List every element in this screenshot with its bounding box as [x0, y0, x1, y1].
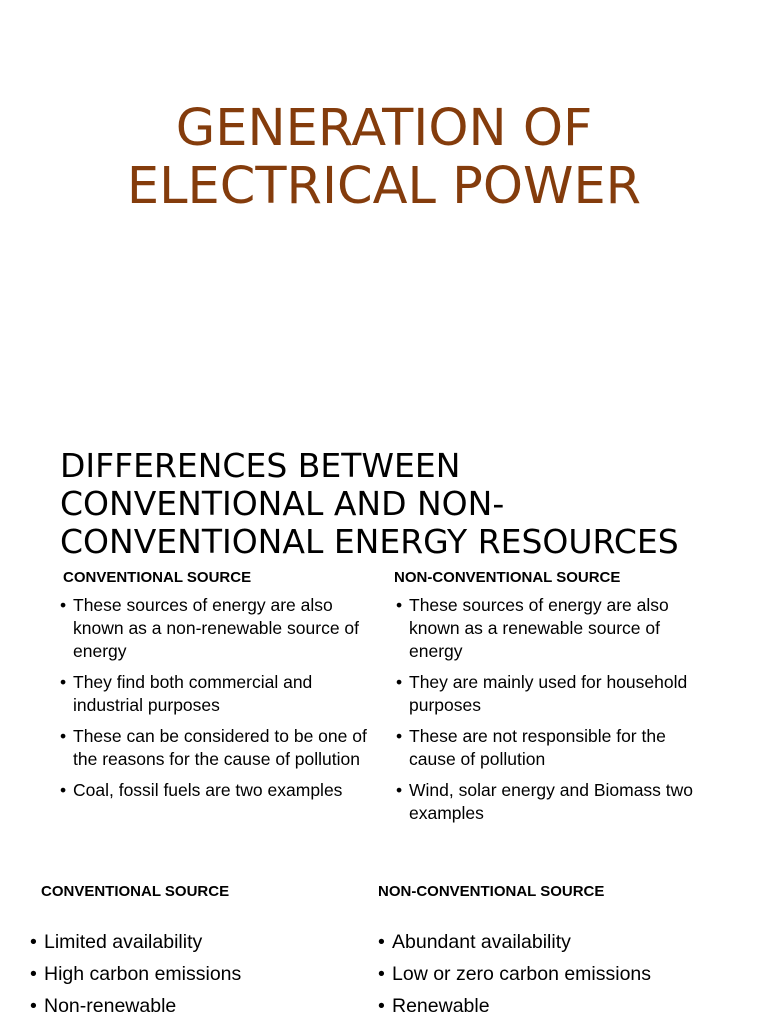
- list-item: • High carbon emissions: [30, 962, 350, 986]
- slide-title-line-1: GENERATION OF: [175, 99, 593, 158]
- comparison-conventional-list: [30, 930, 350, 1026]
- differences-heading-line-1: DIFFERENCES BETWEEN: [60, 446, 461, 485]
- slide-title: [0, 100, 768, 216]
- list-item: • Abundant availability: [378, 930, 718, 954]
- list-item: • These sources of energy are also known as a renewable source of energy: [396, 594, 708, 663]
- slide-title-line-2: ELECTRICAL POWER: [126, 157, 642, 216]
- differences-heading-line-3: CONVENTIONAL ENERGY RESOURCES: [60, 522, 679, 561]
- list-item: • Low or zero carbon emissions: [378, 962, 718, 986]
- comparison-non-conventional-heading: NON-CONVENTIONAL SOURCE: [378, 883, 605, 900]
- differences-heading: [60, 447, 750, 561]
- differences-heading-line-2: CONVENTIONAL AND NON-: [60, 484, 505, 523]
- conventional-source-heading: CONVENTIONAL SOURCE: [63, 569, 252, 586]
- list-item: • Wind, solar energy and Biomass two examples: [396, 779, 708, 825]
- list-item: • These are not responsible for the cause of pollution: [396, 725, 708, 771]
- list-item: • They are mainly used for household purposes: [396, 671, 708, 717]
- list-item: • These sources of energy are also known as a non-renewable source of energy: [60, 594, 372, 663]
- conventional-source-list: [60, 594, 372, 810]
- list-item: • These can be considered to be one of the reasons for the cause of pollution: [60, 725, 372, 771]
- non-conventional-source-list: [396, 594, 708, 833]
- non-conventional-source-heading: NON-CONVENTIONAL SOURCE: [394, 569, 621, 586]
- list-item: • Coal, fossil fuels are two examples: [60, 779, 372, 802]
- list-item: • Non-renewable: [30, 994, 350, 1018]
- list-item: • Renewable: [378, 994, 718, 1018]
- comparison-non-conventional-list: [378, 930, 718, 1026]
- list-item: • Limited availability: [30, 930, 350, 954]
- comparison-conventional-heading: CONVENTIONAL SOURCE: [41, 883, 230, 900]
- list-item: • They find both commercial and industrial purposes: [60, 671, 372, 717]
